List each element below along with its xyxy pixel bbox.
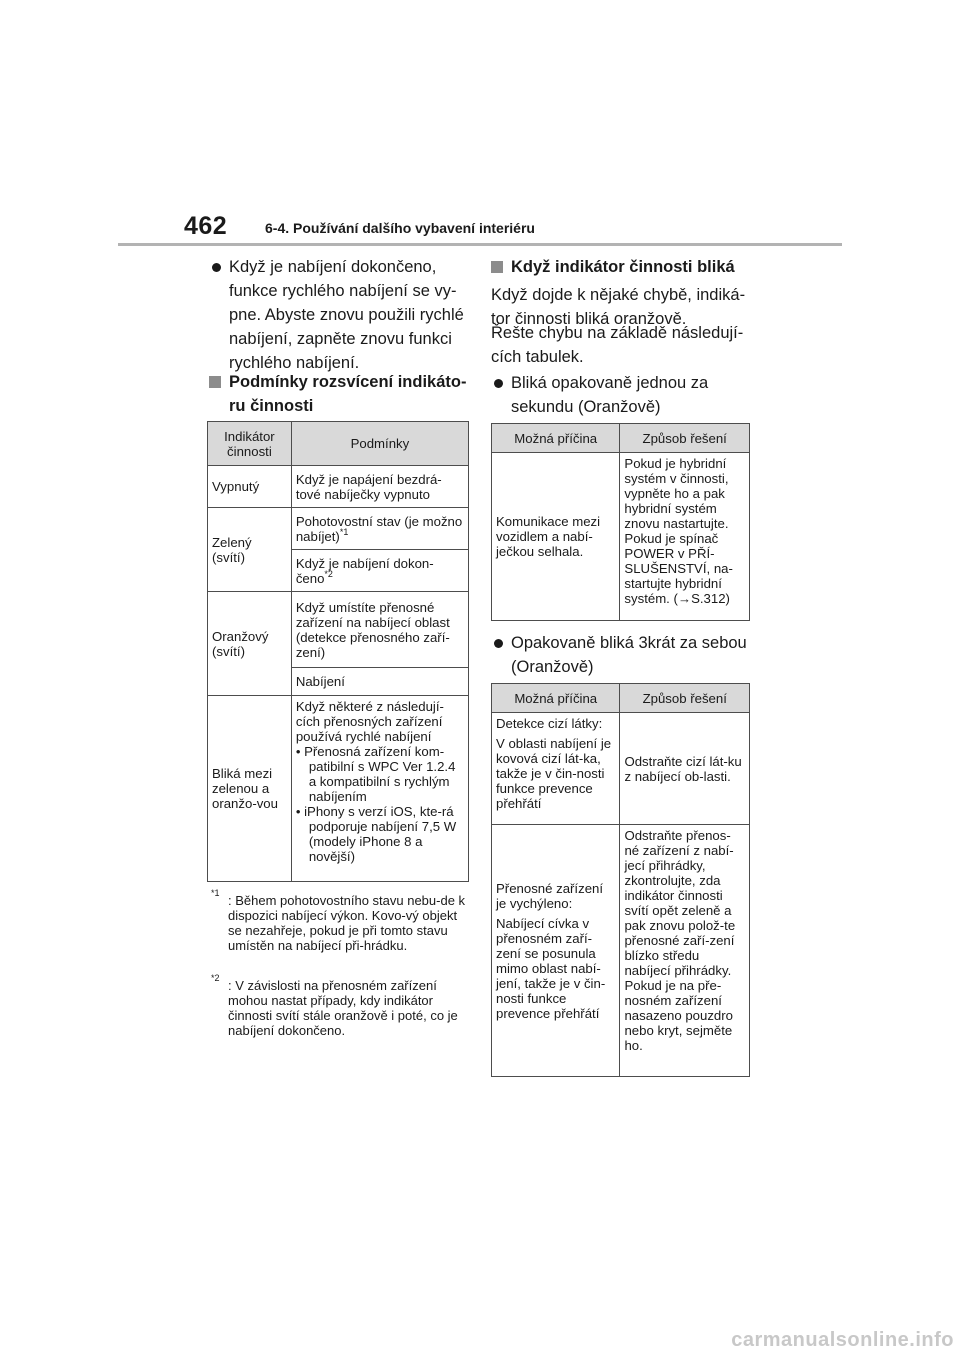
cause-cell: Detekce cizí látky: V oblasti nabíjení je kovová cizí lát-ka, takže je v čin-nosti funkce prevence přehřátí: [492, 713, 620, 825]
list-item: • Přenosná zařízení kom-patibilní s WPC Ver 1.2.4 a kompatibilní s rychlým nabíjením: [295, 744, 456, 804]
table-header-cause: Možná příčina: [492, 424, 620, 453]
footnote-1: *1 : Během pohotovostního stavu nebu-de k dispozici nabíjecí výkon. Kovo-vý objekt se nezahřeje, pokud je při tomto stavu umístěn na nabíjecí při-hrádku.: [211, 888, 466, 953]
condition-cell: Když je nabíjení dokon-čeno$^{*2}$: [291, 550, 468, 592]
table-row: [492, 825, 750, 1077]
heading-text: Podmínky rozsvícení indikáto-ru činnosti: [229, 373, 467, 415]
footnote-2: *2 : V závislosti na přenosném zařízení mohou nastat případy, kdy indikátor činnosti svítí stále oranžově i poté, co je nabíjení dokončeno.: [211, 973, 458, 1038]
table-header-indicator: Indikátor činnosti: [208, 422, 292, 466]
blink-three-bullet: [511, 631, 751, 679]
solution-cell: Odstraňte přenos-né zařízení z nabí-jecí přihrádky, zkontrolujte, zda indikátor činnosti svítí opět zeleně a pak znovu polož-te přenosné zaří-zení blízko středu nabíjecí přihrádky. Pokud je na pře-nosném zařízení nasazeno pouzdro nebo kryt, sejměte ho.: [620, 825, 750, 1077]
bullet-text: Opakovaně bliká 3krát za sebou (Oranžově): [511, 634, 747, 676]
indicator-cell: Oranžový (svítí): [208, 592, 292, 696]
list-item: • iPhony s verzí iOS, kte-rá podporuje nabíjení 7,5 W (modely iPhone 8 a novější): [295, 804, 457, 864]
table-row: [492, 713, 750, 825]
blink-once-bullet: [511, 371, 751, 419]
bullet-icon: [494, 379, 503, 388]
condition-cell: Když umístíte přenosné zařízení na nabíjecí oblast (detekce přenosného zaří-zení): [291, 592, 468, 668]
indicator-blinking-heading: [511, 255, 751, 279]
cause-cell: Přenosné zařízení je vychýleno: Nabíjecí cívka v přenosném zaří-zení se posunula mimo oblast nabí-jení, takže je v čin-nosti funkce prevence přehřátí: [492, 825, 620, 1077]
solution-cell: Pokud je hybridní systém v činnosti, vypněte ho a pak hybridní systém znovu nastartujte. Pokud je spínač POWER v PŘÍ-SLUŠENSTVÍ, na-startujte hybridní systém. (→S.312): [620, 453, 750, 621]
table-row: [492, 453, 750, 621]
table-header-solution: Způsob řešení: [620, 424, 750, 453]
square-bullet-icon: [209, 376, 221, 388]
blink-three-table: [491, 683, 750, 1077]
condition-cell: Pohotovostní stav (je možno nabíjet)$^{*1}$: [291, 508, 468, 550]
blink-once-table: [491, 423, 750, 621]
condition-cell: Nabíjení: [291, 668, 468, 696]
condition-cell: Když některé z následují-cích přenosných zařízení používá rychlé nabíjení • Přenosná zařízení kom-patibilní s WPC Ver 1.2.4 a kompatibilní s rychlým nabíjením • iPhony s verzí iOS, kte-rá podporuje nabíjení 7,5 W (modely iPhone 8 a novější): [291, 696, 468, 882]
indicator-cell: Bliká mezi zelenou a oranžo-vou: [208, 696, 292, 882]
cause-cell: Komunikace mezi vozidlem a nabí-ječkou selhala.: [492, 453, 620, 621]
arrow-icon: →: [677, 591, 692, 606]
error-intro-1: Když dojde k nějaké chybě, indiká-tor činnosti bliká oranžově.: [491, 286, 746, 328]
section-title: 6-4. Používání dalšího vybavení interiéru: [265, 220, 535, 236]
table-row: [208, 696, 469, 882]
bullet-icon: [494, 639, 503, 648]
page-reference-link[interactable]: S.312): [691, 591, 730, 606]
solution-cell: Odstraňte cizí lát-ku z nabíjecí ob-lasti.: [620, 713, 750, 825]
table-row: [208, 466, 469, 508]
indicator-cell: Zelený (svítí): [208, 508, 292, 592]
indicator-cell: Vypnutý: [208, 466, 292, 508]
square-bullet-icon: [491, 261, 503, 273]
table-row: [208, 592, 469, 668]
bullet-icon: [212, 263, 221, 272]
table-header-cause: Možná příčina: [492, 684, 620, 713]
charging-done-bullet: [229, 255, 474, 375]
page-number: 462: [184, 212, 228, 240]
indicator-conditions-heading: [229, 370, 469, 418]
watermark: carmanualsonline.info: [731, 1329, 954, 1351]
condition-cell: Když je napájení bezdrá-tové nabíječky vypnuto: [291, 466, 468, 508]
error-intro-2: Řešte chybu na základě následují-cích tabulek.: [491, 324, 744, 366]
table-header-solution: Způsob řešení: [620, 684, 750, 713]
bullet-text: Bliká opakovaně jednou za sekundu (Oranžově): [511, 374, 709, 416]
table-header-conditions: Podmínky: [291, 422, 468, 466]
bullet-text: Když je nabíjení dokončeno, funkce rychlého nabíjení se vy-pne. Abyste znovu použili rychlé nabíjení, zapněte znovu funkci rychlého nabíjení.: [229, 258, 464, 372]
header-divider: [118, 243, 842, 246]
table-row: [208, 508, 469, 550]
indicator-conditions-table: [207, 421, 469, 882]
heading-text: Když indikátor činnosti bliká: [511, 258, 735, 276]
